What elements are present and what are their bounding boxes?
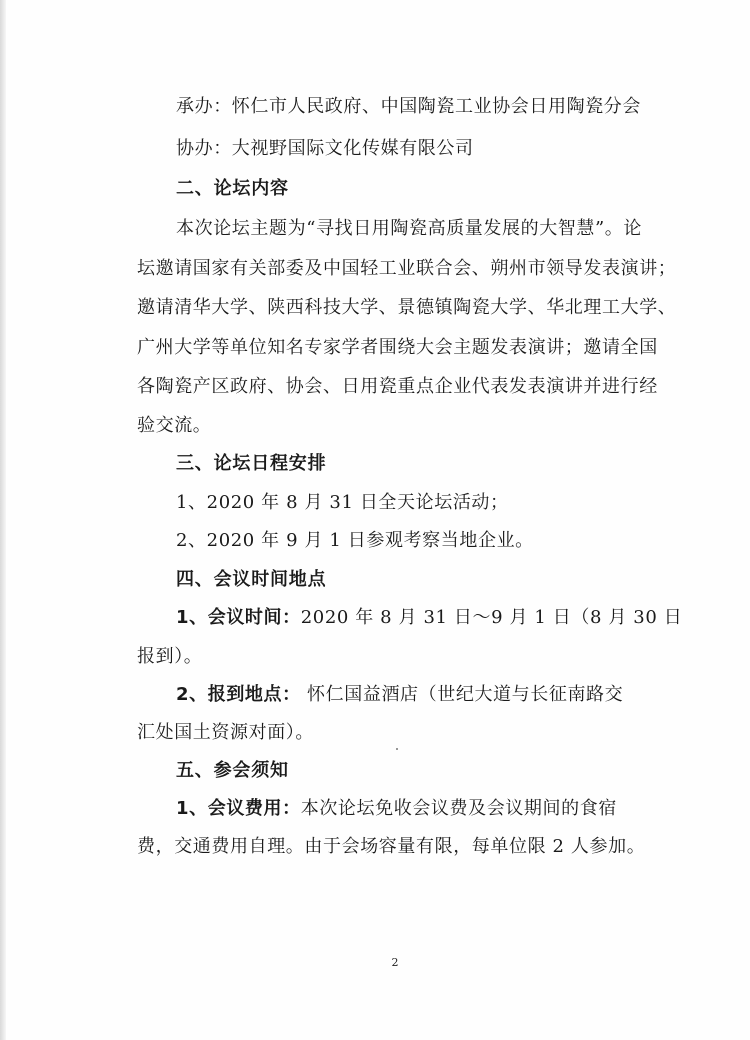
section-3-heading: 三、论坛日程安排 xyxy=(176,453,327,474)
section-2-heading: 二、论坛内容 xyxy=(176,178,289,199)
paragraph-line: 本次论坛主题为“寻找日用陶瓷高质量发展的大智慧”。论 xyxy=(176,218,643,239)
meeting-time-value: 2020 年 8 月 31 日～9 月 1 日（8 月 30 日 xyxy=(300,607,683,628)
meeting-time-line xyxy=(0,606,750,630)
meeting-fee-line xyxy=(0,797,750,821)
check-in-place-continuation: 汇处国土资源对面）。 xyxy=(137,722,314,743)
scan-speck xyxy=(396,748,398,750)
schedule-item: 2、2020 年 9 月 1 日参观考察当地企业。 xyxy=(176,530,534,551)
meeting-time-continuation: 报到）。 xyxy=(137,646,203,667)
section-5-heading: 五、参会须知 xyxy=(176,760,289,781)
paragraph-line: 验交流。 xyxy=(137,415,212,436)
paragraph-line: 广州大学等单位知名专家学者围绕大会主题发表演讲；邀请全国 xyxy=(137,337,658,358)
check-in-place-line xyxy=(0,683,750,707)
co-organizer-line: 协办：大视野国际文化传媒有限公司 xyxy=(176,138,474,159)
schedule-item: 1、2020 年 8 月 31 日全天论坛活动； xyxy=(176,492,509,513)
meeting-fee-value: 本次论坛免收会议费及会议期间的食宿 xyxy=(300,798,617,819)
meeting-time-label: 1、会议时间： xyxy=(176,607,301,628)
meeting-fee-label: 1、会议费用： xyxy=(176,798,301,819)
paragraph-line: 坛邀请国家有关部委及中国轻工业联合会、朔州市领导发表演讲； xyxy=(137,258,677,279)
organizer-line: 承办：怀仁市人民政府、中国陶瓷工业协会日用陶瓷分会 xyxy=(176,96,641,117)
paragraph-line: 各陶瓷产区政府、协会、日用瓷重点企业代表发表演讲并进行经 xyxy=(137,376,658,397)
meeting-fee-continuation: 费，交通费用自理。由于会场容量有限，每单位限 2 人参加。 xyxy=(137,836,646,857)
paragraph-line: 邀请清华大学、陕西科技大学、景德镇陶瓷大学、华北理工大学、 xyxy=(137,297,677,318)
section-4-heading: 四、会议时间地点 xyxy=(176,569,327,590)
check-in-place-value: 怀仁国益酒店（世纪大道与长征南路交 xyxy=(300,684,624,705)
check-in-place-label: 2、报到地点： xyxy=(176,684,301,705)
page-number: 2 xyxy=(391,956,399,969)
